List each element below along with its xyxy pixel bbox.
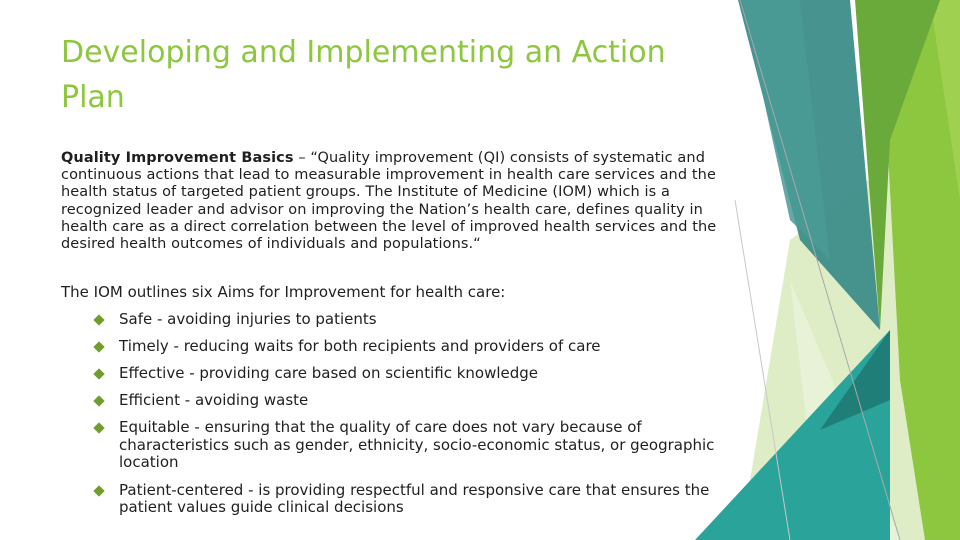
qi-label: Quality Improvement Basics (61, 150, 294, 166)
slide-title: Developing and Implementing an Action Plan (61, 35, 666, 115)
qi-definition: “Quality improvement (QI) consists of systematic and continuous actions that lead to measurable improvement in health care services and the health status of targeted patient groups. The Institute of Medicine (IOM) which is a recognized leader and advisor on improving the Nation’s health care, defines quality in health care as a direct correlation between the level of improved health services and the desired health outcomes of individuals and populations.“ (61, 150, 717, 253)
list-item (95, 482, 735, 517)
diamond-bullet-icon (93, 314, 104, 325)
qi-paragraph (61, 150, 726, 253)
aims-list (95, 311, 735, 517)
list-item (95, 419, 735, 472)
qi-separator: – (293, 150, 311, 166)
aim-patient-centered: Patient-centered - is providing respectful and responsive care that ensures the patient values guide clinical decisions (119, 480, 710, 516)
list-item (95, 338, 735, 356)
list-item (95, 392, 735, 410)
diamond-bullet-icon (93, 368, 104, 379)
aim-timely: Timely - reducing waits for both recipients and providers of care (119, 337, 601, 355)
diamond-bullet-icon (93, 341, 104, 352)
aim-efficient: Efficient - avoiding waste (119, 391, 309, 409)
diamond-bullet-icon (93, 422, 104, 433)
aims-intro: The IOM outlines six Aims for Improvement for health care: (61, 283, 506, 301)
diamond-bullet-icon (93, 485, 104, 496)
aim-safe: Safe - avoiding injuries to patients (119, 310, 377, 328)
aim-effective: Effective - providing care based on scientific knowledge (119, 364, 539, 382)
list-item (95, 365, 735, 383)
aim-equitable: Equitable - ensuring that the quality of care does not vary because of characteristics such as gender, ethnicity, socio-economic status, or geographic location (119, 418, 715, 471)
diamond-bullet-icon (93, 395, 104, 406)
list-item (95, 311, 735, 329)
